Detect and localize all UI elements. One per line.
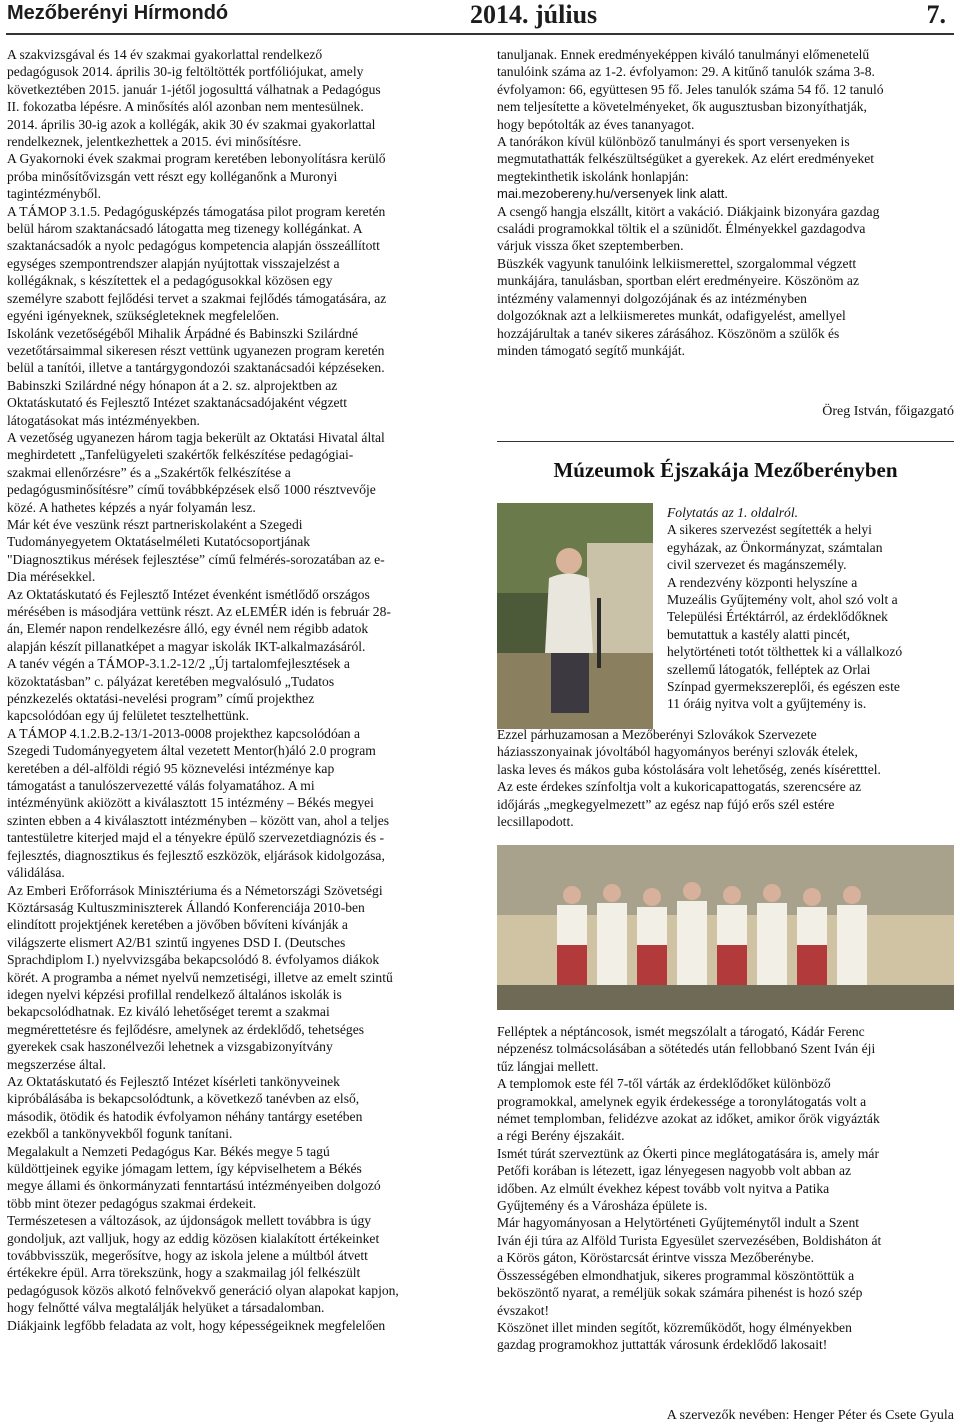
paragraph: A tanév végén a TÁMOP-3.1.2-12/2 „Új tartalomfejlesztések a közoktatásban” c. pályázat keretében megvalósuló „Tudatos pénzkezelés oktatási-nevelési program” című projekthez kapcsolódóan egy új felületet tesztelhettünk. (7, 656, 350, 724)
signature: Öreg István, főigazgató (822, 404, 954, 419)
paragraph: Már két éve veszünk részt partneriskolaként a Szegedi Tudományegyetem Oktatáselméleti Kutatócsoportjának "Diagnosztikus mérések fejlesztése” című felmérés-sorozatában az e- Dia mérésekkel. (7, 516, 385, 585)
paragraph: A sikeres szervezést segítették a helyi egyházak, az Önkormányzat, számtalan civil szervezet és magánszemély. (667, 522, 883, 573)
issue-date: 2014. július (470, 0, 598, 29)
paragraph: A vezetőség ugyanezen három tagja bekerült az Oktatási Hivatal által meghirdetett „Tanfelügyeleti szakértők felkészítése pedagógiai- szakmai ellenőrzésre” és a „Szakértők felkészítése a pedagógusminősítésre” című továbbképzések első 1000 résztvevője közé. A hathetes képzés a nyár folyamán lesz. (7, 429, 385, 515)
page-header (0, 0, 960, 32)
paragraph: A csengő hangja elszállt, kitört a vakáció. Diákjaink bizonyára gazdag családi programokkal töltik el a szünidőt. Élményekkel gazdagodva várjuk vissza őket szeptemberben. (497, 203, 880, 254)
paragraph: Diákjaink legfőbb feladata az volt, hogy képességeiknek megfelelően (7, 1317, 386, 1333)
paragraph: Természetesen a változások, az újdonságok mellett továbbra is úgy gondoljuk, azt valljuk, hogy az eddig közösen kialakított értékeinket továbbvisszük, megerősítve, hogy az iskola jelene a múltból átvett értékekre épül. Arra törekszünk, hogy a szakmailag jól felkészült pedagógusok közös alkotó felnővekvő generáció olyan alapokat kapjon, hogy felnőtté válva megtalálják helyüket a társadalomban. (7, 1213, 399, 1316)
paragraph: tanuljanak. Ennek eredményeképpen kiváló tanulmányi előmenetelű tanulóink száma az 1-2. évfolyamon: 29. A kitűnő tanulók száma 3-8. évfolyamon: 66, együttesen 95 fő. Jeles tanulók száma 54 fő. 12 tanuló nem teljesítette a követelményeket, ők augusztusban bizonyíthatják, hogy bepótolták az éves tananyagot. (497, 47, 884, 132)
speaker-photo (497, 503, 653, 729)
paragraph: A szakvizsgával és 14 év szakmai gyakorlattal rendelkező pedagógusok 2014. április 30-ig feltöltötték portfóliójukat, amely következtében 2015. január 1-jétől jogosulttá válhatnak a Pedagógus II. fokozatba lépésre. A minősítés alól azonban nem mentesülnek. 2014. április 30-ig azok a kollégák, akik 30 év szakmai gyakorlattal rendelkeznek, jelentkezhettek a 2015. évi minősítésre. (7, 47, 381, 150)
paragraph: Iskolánk vezetőségéből Mihalik Árpádné és Babinszki Szilárdné vezetőtársaimmal sikeresen részt vettünk ugyanezen program keretén belül a tanítói, illetve a tantárgygondozói szaktanácsadói képzéseken. Babinszki Szilárdné négy hónapon át a 2. sz. alprojektben az Oktatáskutató és Fejlesztő Intézet szaktanácsadójaként végzett látogatásokat más intézményekben. (7, 325, 385, 428)
paragraph: A tanórákon kívül különböző tanulmányi és sport versenyeken is megmutathatták felkészültségüket a gyerekek. Az elért eredményeket megtekinthetik iskolánk honlapján: (497, 134, 875, 184)
paragraph: Az Oktatáskutató és Fejlesztő Intézet évenként ismétlődő országos mérésében is másodjára vettünk részt. Az eLEMÉR idén is február 28- án, Elemér napon rendelkezésre álló, egy évnél nem régibb adatok alapján készít pillanatképet a magyar iskolák IKT-alkalmazásáról. (7, 586, 391, 654)
paragraph: Az Oktatáskutató és Fejlesztő Intézet kísérleti tankönyveinek kipróbálásába is bekapcsolódtunk, a következő tanévben az első, második, ötödik és hatodik évfolyamon néhány tantárgy esetében ezekből a tankönyvekből fogunk tanítani. (7, 1073, 363, 1142)
continuation-note: Folytatás az 1. oldalról. (667, 505, 799, 520)
paragraph: Az este érdekes színfoltja volt a kukoricapattogatás, szerencsére az időjárás „megkegyelmezett” az egész nap fújó erős szél estére lecsillapodott. (497, 779, 862, 830)
school-website-link[interactable]: mai.mezobereny.hu/versenyek link alatt. (497, 186, 728, 202)
section-title: Múzeumok Éjszakája Mezőberényben (553, 458, 898, 482)
left-column (7, 46, 465, 1334)
organizers-credit: A szervezők nevében: Henger Péter és Csete Gyula (666, 1408, 954, 1423)
paragraph: Köszönet illet minden segítőt, közreműködőt, hogy élményekben gazdag programokhoz juttatták városunk érdeklődő lakosait! (497, 1319, 852, 1353)
paragraph: A rendezvény központi helyszíne a Muzeális Gyűjtemény volt, ahol szó volt a Települési Értéktárról, az érdeklődőknek bemutattuk a kastély alatti pincét, helytörténeti totót tölthettek ki a vállalkozó szellemű látogatók, felléptek az Orlai Színpad gyermekszereplői, és egészen este 11 óráig nyitva volt a gyűjtemény is. (667, 574, 903, 712)
paragraph: A TÁMOP 3.1.5. Pedagógusképzés támogatása pilot program keretén belül három szaktanácsadó látogatta meg tizenegy kollégánkat. A szaktanácsadók a nyolc pedagógus kompetencia alapján összeállított egységes szempontrendszer alapján nyújtottak visszajelzést a kollégáknak, s készítettek el a pedagógusokkal közösen egy személyre szabott fejlődési tervet a szakmai fejlődés támogatására, az egyéni igényeknek, szükségleteknek megfelelően. (7, 203, 387, 324)
paragraph: A Gyakornoki évek szakmai program keretében lebonyolításra kerülő próba minősítővizsgán vett részt egy kolléganőnk a Muronyi tagintézményből. (7, 151, 386, 202)
page-number: 7. (926, 0, 946, 29)
paragraph: Ezzel párhuzamosan a Mezőberényi Szlovákok Szervezete háziasszonyainak jóvoltából hagyományos berényi szlovák ételek, laska leves és mákos guba kóstolására volt lehetőség, zenés kíséretttel. (497, 727, 881, 777)
choir-photo (497, 845, 954, 1010)
museum-night-intro (667, 504, 957, 713)
section-rule (497, 441, 954, 442)
museum-night-body (497, 726, 957, 830)
paragraph: Megalakult a Nemzeti Pedagógus Kar. Békés megye 5 tagú küldöttjeinek egyike jómagam lettem, így képviselhetem a Békés megye állami és önkormányzati fenntartású intézményeiben dolgozó több mint ötezer pedagógus szakmai érdekeit. (7, 1143, 381, 1211)
paragraph: Összességében elmondhatjuk, sikeres programmal köszöntöttük a beköszöntő nyarat, a reméljük sokak számára pihenést is hozó szép évszakot! (497, 1267, 863, 1318)
masthead: Mezőberényi Hírmondó (7, 2, 229, 24)
paragraph: Ismét túrát szerveztünk az Ókerti pince meglátogatására is, amely már Petőfi korában is létezett, igaz lényegesen nagyobb volt abban az időben. Az elmúlt évekhez képest tovább volt nyitva a Patika Gyűjtemény és a Városháza épülete is. (497, 1145, 879, 1214)
paragraph: A templomok este fél 7-től várták az érdeklődőket különböző programokkal, amelynek egyik érdekessége a toronylátogatás volt a német templomban, felidézve azokat az időket, amikor őrök vigyázták a régi Berény éjszakáit. (497, 1076, 880, 1144)
speaker-photo-image (497, 503, 653, 729)
paragraph: Büszkék vagyunk tanulóink lelkiismerettel, szorgalommal végzett munkájára, tanulásban, sportban elért eredményeire. Köszönöm az intézmény valamennyi dolgozójának és az intézményben dolgozóknak azt a lelkiismeretes munkát, odafigyelést, amellyel hozzájárultak a tanév sikeres zárásához. Köszönöm a szülők és minden támogató segítő munkáját. (497, 255, 859, 358)
paragraph: Az Emberi Erőforrások Minisztériuma és a Németországi Szövetségi Köztársaság Kultuszminiszterek Állandó Konferenciája 2010-ben elindított projektjének keretében a jövőben bővíteni kívánják a világszerte elismert A2/B1 szintű ingyenes DSD I. (Deutsches Sprachdiplom I.) nyelvvizsgába bekapcsolódó 8. évfolyamos diákok körét. A programba a német nyelvű nemzetiségi, illetve az emelt szintű idegen nyelvi képzési profillal rendelkező általános iskolák is bekapcsolódhatnak. Ez kiváló lehetőséget teremt a szakmai megmérettetésre és fejlődésre, amelynek az érdeklődő, tehetséges gyerekek csak haszonélvezői lehetnek a vizsgabizonyítvány megszerzése által. (7, 882, 393, 1072)
paragraph: Felléptek a néptáncosok, ismét megszólalt a tárogató, Kádár Ferenc népzenész tolmácsolásában a sötétedés után fellobbanó Szent Iván éji tűz lángjai mellett. (497, 1024, 876, 1074)
header-rule (6, 33, 954, 35)
paragraph: A TÁMOP 4.1.2.B.2-13/1-2013-0008 projekthez kapcsolódóan a Szegedi Tudományegyetem által vezetett Mentor(h)áló 2.0 program keretében a dél-alföldi régió 95 köznevelési intézménye kap támogatást a tanulószervezetté válás folyamatához. A mi intézményünk akiözött a kiválasztott 15 intézmény – Békés megyei szinten ebben a 4 kiválasztott intézményben – között van, ahol a teljes tantestületre kiterjed majd el a tényekre épülő szervezetdiagnózis és - fejlesztés, diagnosztikus és fejlesztő eszközök, eljárások kidolgozása, válidálása. (7, 725, 390, 881)
right-column (497, 46, 957, 359)
paragraph: Már hagyományosan a Helytörténeti Gyűjteménytől indult a Szent Iván éji túra az Alföld Turista Egyesület szervezésében, Boldisháton át a Körös gáton, Köröstarcsát érintve vissza Mezőberénybe. (497, 1215, 882, 1266)
choir-photo-image (497, 845, 954, 1010)
museum-night-continued (497, 1023, 957, 1354)
